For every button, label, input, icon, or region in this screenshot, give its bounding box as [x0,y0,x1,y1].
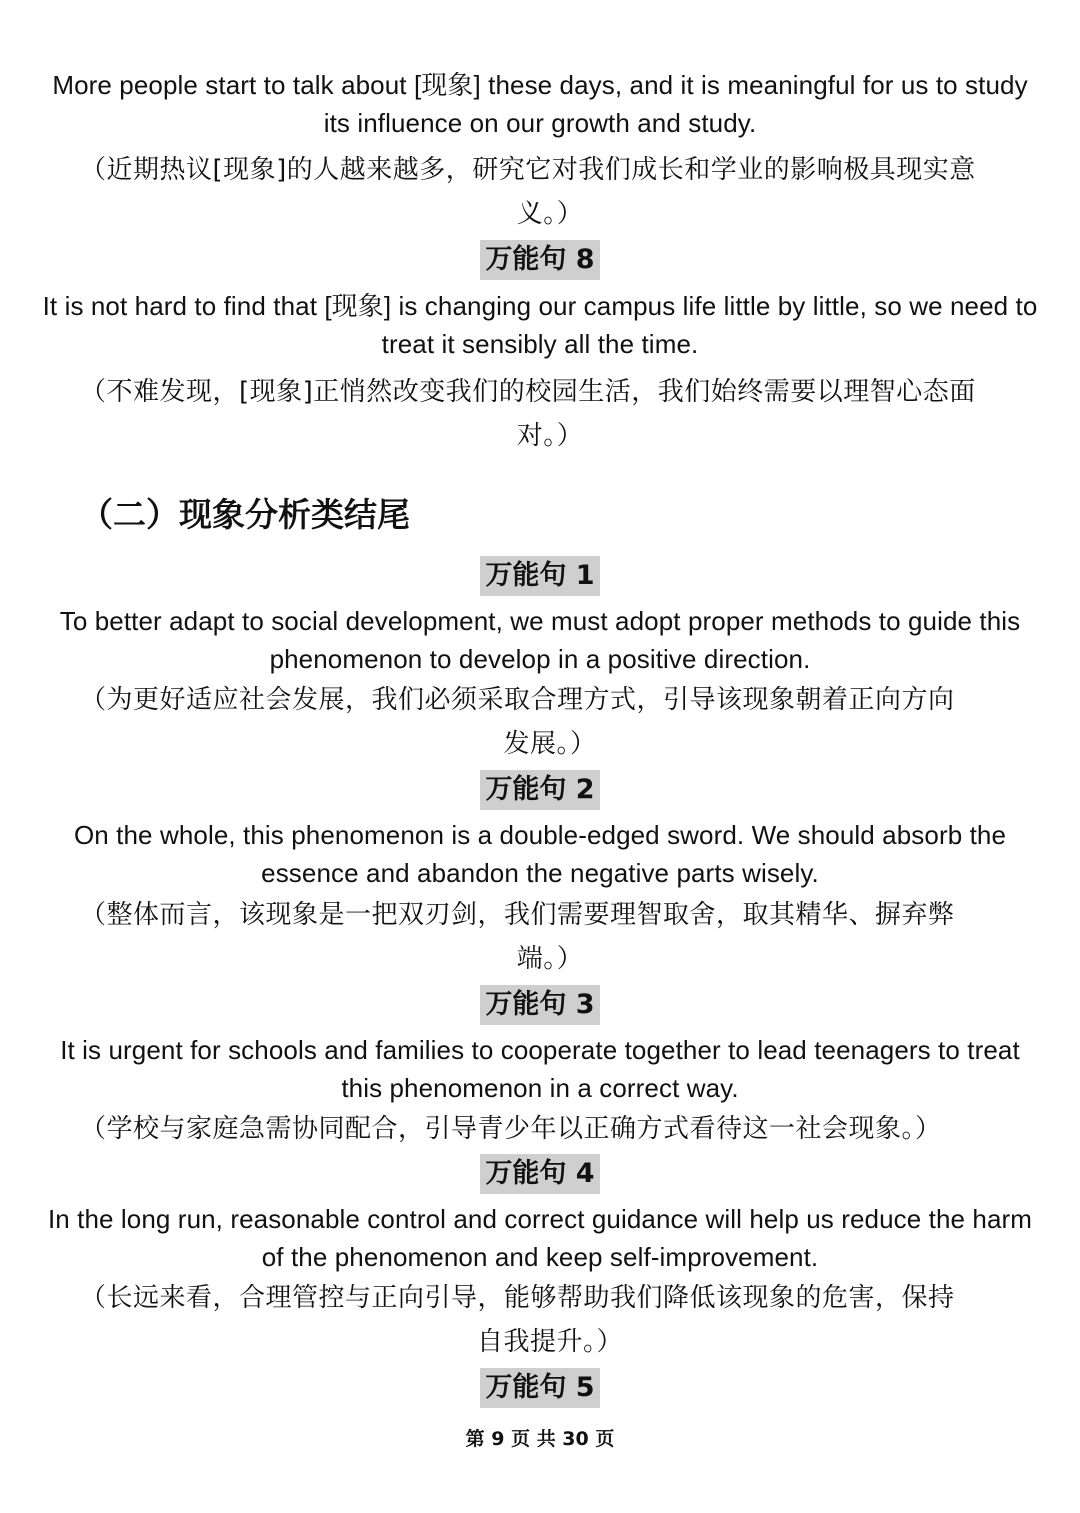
ending-1-english: To better adapt to social development, we must adopt proper methods to guide this phenomenon to develop in a positive direction. [59,606,1021,674]
sentence-8-label [0,240,1080,282]
sentence-7-chinese-line-2: 义。） [516,199,584,229]
ending-4-label-text: 万能句 4 [480,1154,599,1194]
sentence-8-english: It is not hard to find that [现象] is changing our campus life little by little, so we need to treat it sensibly all the time. [42,291,1038,359]
ending-3-label-text: 万能句 3 [480,985,599,1025]
ending-3-label [0,985,1080,1027]
ending-2-label-text: 万能句 2 [480,770,599,810]
ending-4-label [0,1154,1080,1196]
ending-2-chinese-line-1: （整体而言，该现象是一把双刃剑，我们需要理智取舍，取其精华、摒弃弊 [80,900,955,930]
ending-3-chinese-line-1: （学校与家庭急需协同配合，引导青少年以正确方式看待这一社会现象。） [80,1114,942,1144]
ending-4-chinese [80,1276,1020,1364]
ending-2-chinese [80,893,1020,981]
ending-5-label-text: 万能句 5 [480,1368,599,1408]
ending-1-chinese-line-1: （为更好适应社会发展，我们必须采取合理方式，引导该现象朝着正向方向 [80,685,955,715]
page-number-footer: 第 9 页 共 30 页 [465,1428,615,1450]
ending-2-chinese-line-2: 端。） [516,944,584,974]
ending-1-chinese-line-2: 发展。） [503,729,597,759]
ending-4-english: In the long run, reasonable control and correct guidance will help us reduce the harm of the phenomenon and keep self-improvement. [47,1204,1033,1272]
sentence-7-english: More people start to talk about [现象] these days, and it is meaningful for us to study its influence on our growth and study. [52,70,1028,138]
sentence-8-label-text: 万能句 8 [480,240,599,280]
sentence-8-chinese-line-2: 对。） [516,421,584,451]
sentence-8-chinese [80,370,1020,458]
ending-3-english: It is urgent for schools and families to cooperate together to lead teenagers to treat this phenomenon in a correct way. [60,1035,1020,1103]
ending-3-chinese [80,1107,1020,1151]
ending-2-english: On the whole, this phenomenon is a double-edged sword. We should absorb the essence and abandon the negative parts wisely. [73,820,1007,888]
section-title: （二）现象分析类结尾 [80,495,410,534]
ending-2-label [0,770,1080,812]
ending-1-label [0,556,1080,598]
sentence-7-chinese [80,148,1020,236]
ending-4-chinese-line-1: （长远来看，合理管控与正向引导，能够帮助我们降低该现象的危害，保持 [80,1283,955,1313]
sentence-8-chinese-line-1: （不难发现，[现象]正悄然改变我们的校园生活，我们始终需要以理智心态面 [80,377,976,407]
sentence-7-chinese-line-1: （近期热议[现象]的人越来越多，研究它对我们成长和学业的影响极具现实意 [80,155,976,185]
ending-1-chinese [80,678,1020,766]
ending-5-label [0,1368,1080,1410]
ending-4-chinese-line-2: 自我提升。） [476,1327,623,1357]
ending-1-label-text: 万能句 1 [480,556,599,596]
